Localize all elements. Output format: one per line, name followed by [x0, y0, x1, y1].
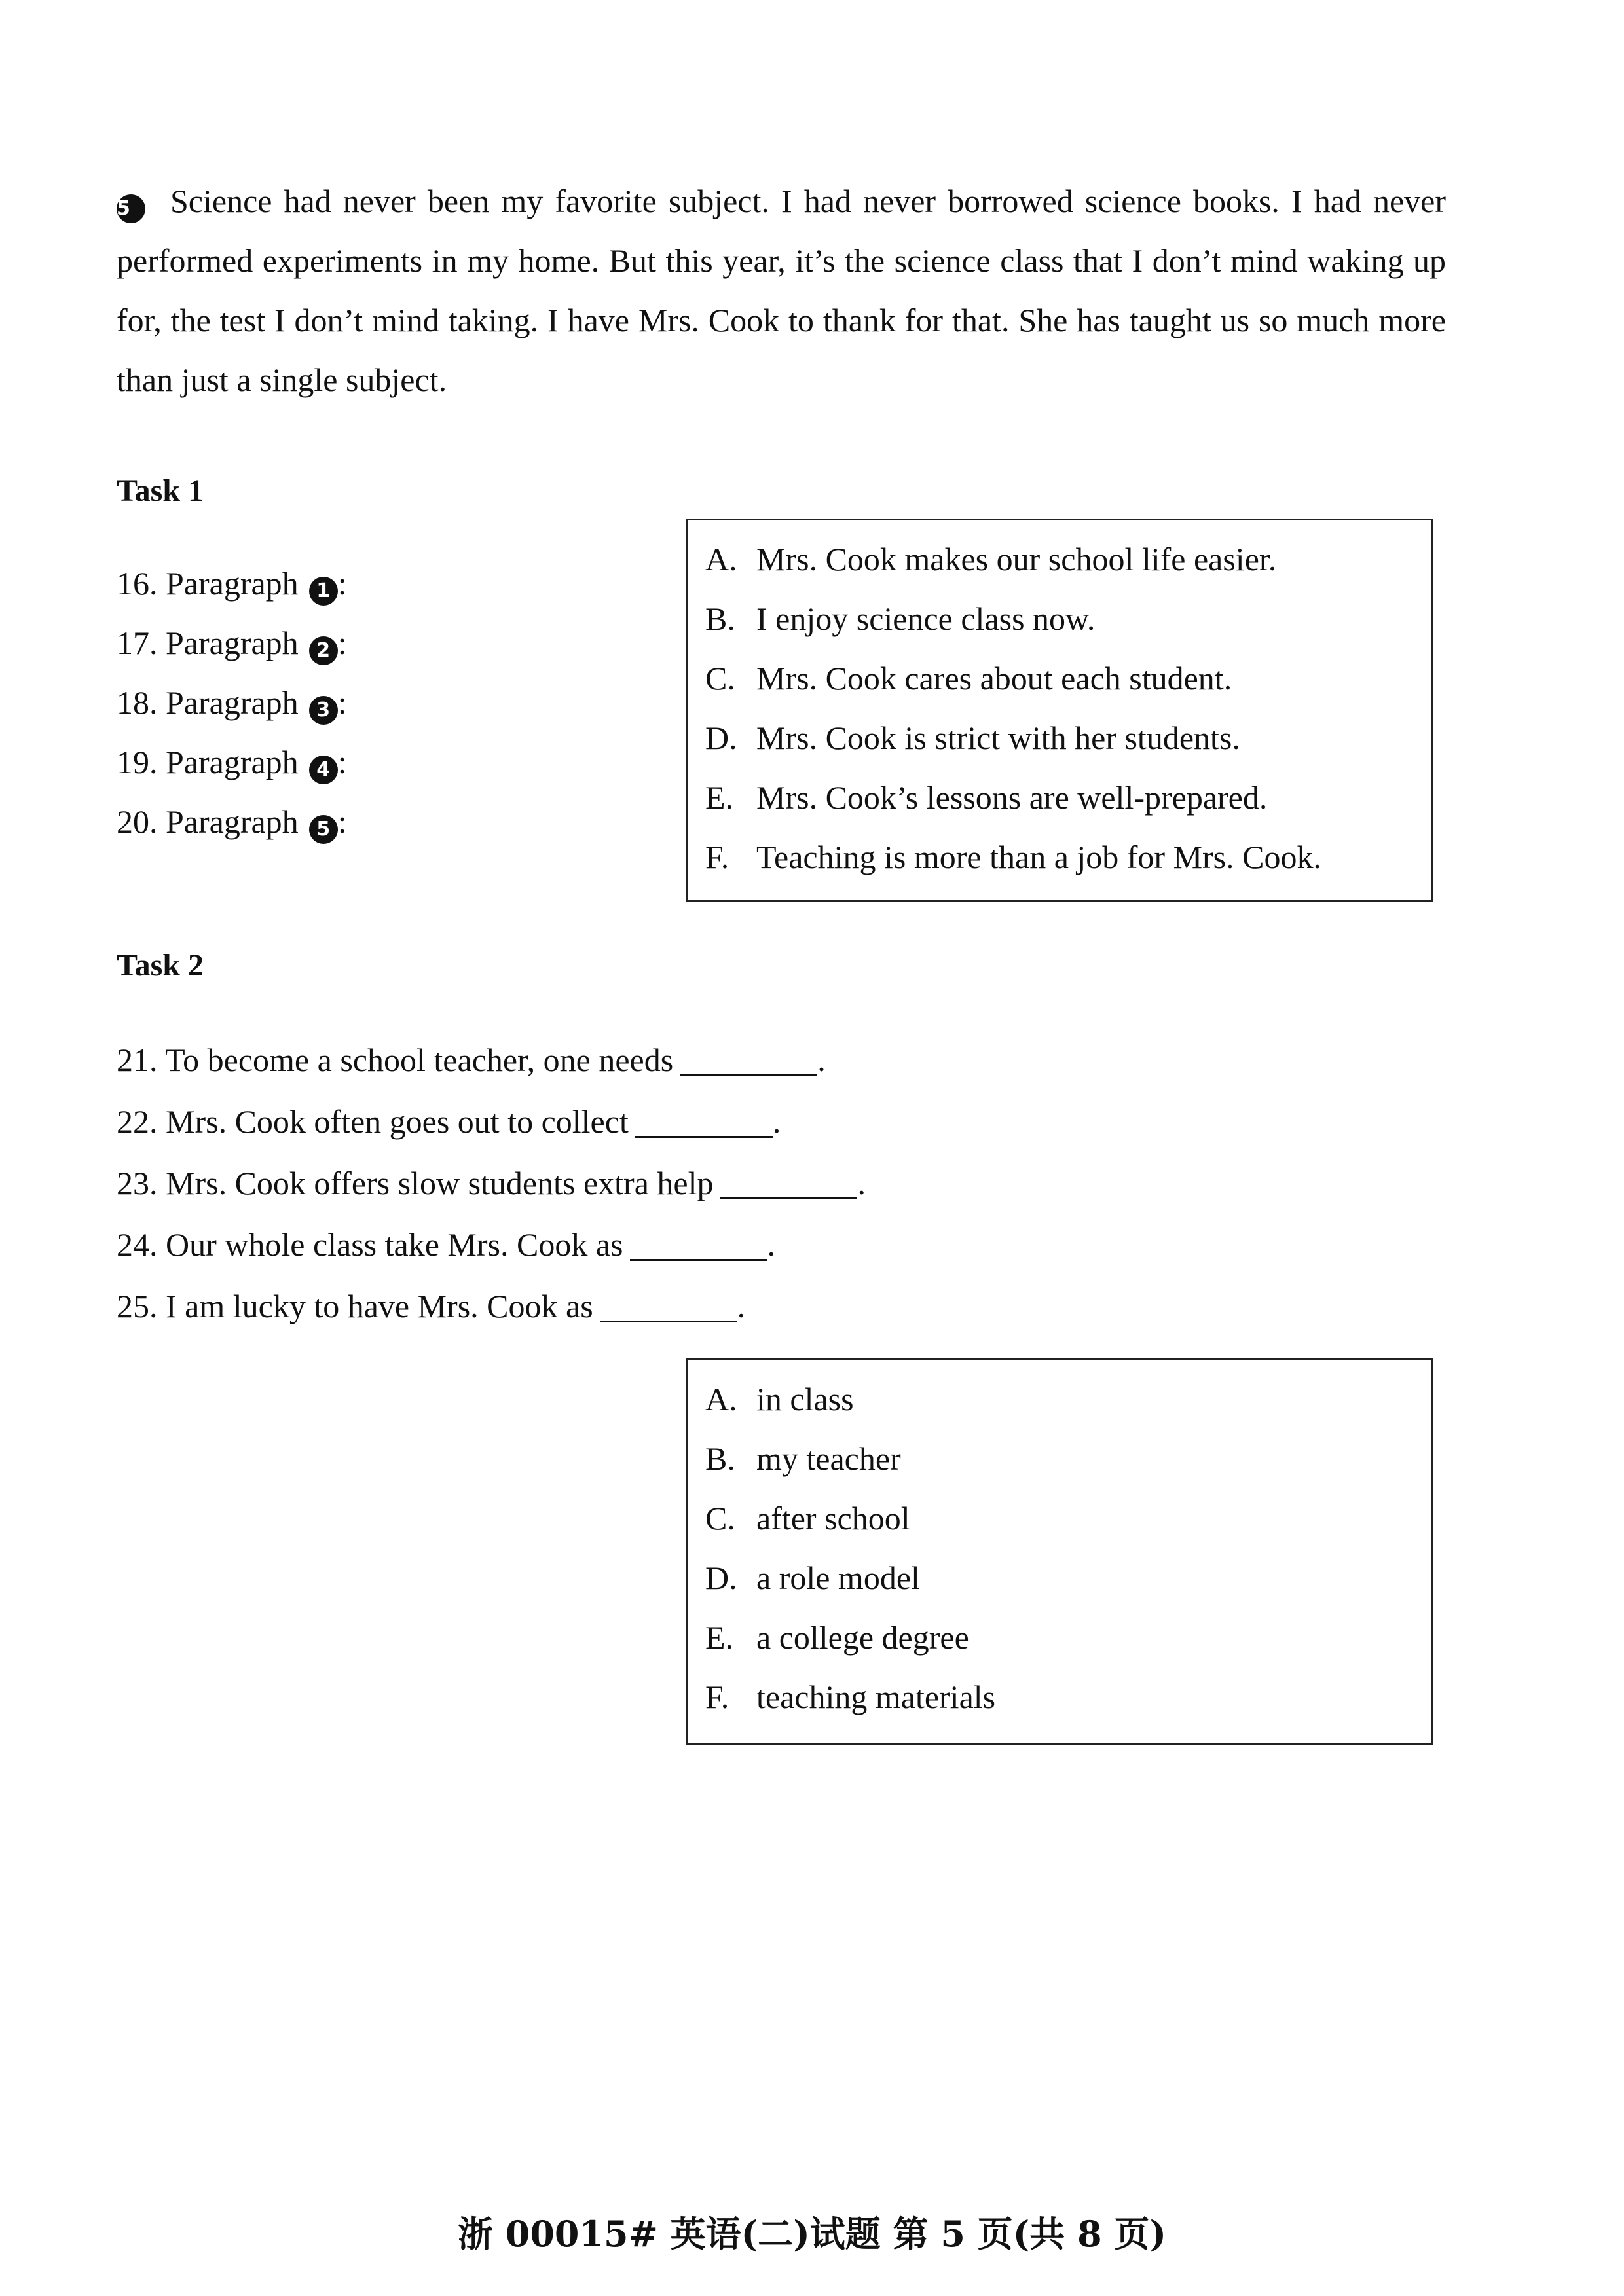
task2-options-box — [686, 1358, 1433, 1745]
task1-question-list — [117, 554, 347, 852]
paragraph-number-marker: 5 — [117, 194, 145, 223]
task1-options-box — [686, 519, 1433, 902]
task1-question — [117, 792, 347, 852]
question-suffix: : — [337, 803, 347, 840]
option-text: Teaching is more than a job for Mrs. Cook. — [756, 839, 1321, 875]
option-letter: C. — [705, 1500, 735, 1537]
option-letter: A. — [705, 541, 737, 577]
question-end: . — [817, 1042, 826, 1078]
question-text: Mrs. Cook offers slow students extra help — [166, 1165, 714, 1201]
task2-title: Task 2 — [117, 948, 204, 983]
question-number: 18. — [117, 684, 158, 721]
option-letter: B. — [705, 600, 735, 637]
option-text: Mrs. Cook’s lessons are well-prepared. — [756, 779, 1268, 816]
question-label: Paragraph — [166, 625, 299, 661]
question-end: . — [772, 1103, 781, 1140]
option-item — [705, 1370, 1431, 1429]
question-number: 21. — [117, 1042, 158, 1078]
question-suffix: : — [337, 625, 347, 661]
question-suffix: : — [337, 744, 347, 780]
option-letter: E. — [705, 779, 734, 816]
task2-question-list — [117, 1029, 866, 1337]
task1-question — [117, 733, 347, 792]
option-letter: A. — [705, 1381, 737, 1417]
option-item — [705, 1489, 1431, 1548]
option-letter: F. — [705, 1679, 729, 1715]
question-number: 19. — [117, 744, 158, 780]
question-label: Paragraph — [166, 684, 299, 721]
page-footer: 浙 00015# 英语(二)试题 第 5 页(共 8 页) — [457, 2213, 1167, 2255]
question-number: 22. — [117, 1103, 158, 1140]
task2-question — [117, 1214, 866, 1275]
task2-question — [117, 1275, 866, 1337]
question-suffix: : — [337, 565, 347, 602]
answer-blank[interactable] — [600, 1294, 737, 1322]
option-item — [705, 708, 1431, 768]
option-text: teaching materials — [756, 1679, 996, 1715]
question-suffix: : — [337, 684, 347, 721]
task1-question — [117, 673, 347, 733]
option-letter: C. — [705, 660, 735, 697]
question-label: Paragraph — [166, 803, 299, 840]
task2-question — [117, 1152, 866, 1214]
task1-title: Task 1 — [117, 473, 204, 508]
paragraph-marker: 5 — [309, 815, 338, 844]
task1-question — [117, 554, 347, 613]
option-item — [705, 768, 1431, 828]
question-number: 23. — [117, 1165, 158, 1201]
question-end: . — [857, 1165, 866, 1201]
question-text: I am lucky to have Mrs. Cook as — [166, 1288, 593, 1324]
option-text: in class — [756, 1381, 854, 1417]
option-text: Mrs. Cook makes our school life easier. — [756, 541, 1277, 577]
option-item — [705, 1548, 1431, 1608]
option-text: I enjoy science class now. — [756, 600, 1096, 637]
question-number: 16. — [117, 565, 158, 602]
option-text: my teacher — [756, 1440, 901, 1477]
option-letter: F. — [705, 839, 729, 875]
option-letter: D. — [705, 720, 737, 756]
option-text: a role model — [756, 1559, 920, 1596]
option-text: a college degree — [756, 1619, 969, 1656]
question-text: Mrs. Cook often goes out to collect — [166, 1103, 629, 1140]
paragraph-5 — [117, 172, 1446, 410]
task2-question — [117, 1091, 866, 1152]
option-text: Mrs. Cook cares about each student. — [756, 660, 1232, 697]
option-item — [705, 589, 1431, 649]
question-number: 17. — [117, 625, 158, 661]
answer-blank[interactable] — [630, 1233, 767, 1261]
option-item — [705, 649, 1431, 708]
option-letter: D. — [705, 1559, 737, 1596]
option-letter: E. — [705, 1619, 734, 1656]
question-number: 25. — [117, 1288, 158, 1324]
option-text: after school — [756, 1500, 910, 1537]
option-item — [705, 1608, 1431, 1667]
question-label: Paragraph — [166, 565, 299, 602]
option-text: Mrs. Cook is strict with her students. — [756, 720, 1240, 756]
answer-blank[interactable] — [680, 1048, 817, 1076]
paragraph-5-text: Science had never been my favorite subject. I had never borrowed science books. I had never performed experiments in my home. But this year, it’s the science class that I don’t mind waking up for, the test I don’t mind taking. I have Mrs. Cook to thank for that. She has taught us so much more than just a single subject. — [117, 183, 1446, 398]
question-label: Paragraph — [166, 744, 299, 780]
question-text: Our whole class take Mrs. Cook as — [166, 1226, 623, 1263]
question-end: . — [737, 1288, 746, 1324]
option-letter: B. — [705, 1440, 735, 1477]
question-number: 24. — [117, 1226, 158, 1263]
option-item — [705, 828, 1431, 887]
question-number: 20. — [117, 803, 158, 840]
task1-question — [117, 613, 347, 673]
paragraph-marker: 2 — [309, 636, 338, 665]
answer-blank[interactable] — [635, 1110, 773, 1138]
option-item — [705, 1667, 1431, 1727]
question-end: . — [767, 1226, 775, 1263]
question-text: To become a school teacher, one needs — [165, 1042, 674, 1078]
paragraph-marker: 3 — [309, 696, 338, 725]
answer-blank[interactable] — [720, 1171, 857, 1199]
paragraph-marker: 4 — [309, 756, 338, 784]
option-item — [705, 1429, 1431, 1489]
option-item — [705, 530, 1431, 589]
paragraph-marker: 1 — [309, 577, 338, 606]
task2-question — [117, 1029, 866, 1091]
